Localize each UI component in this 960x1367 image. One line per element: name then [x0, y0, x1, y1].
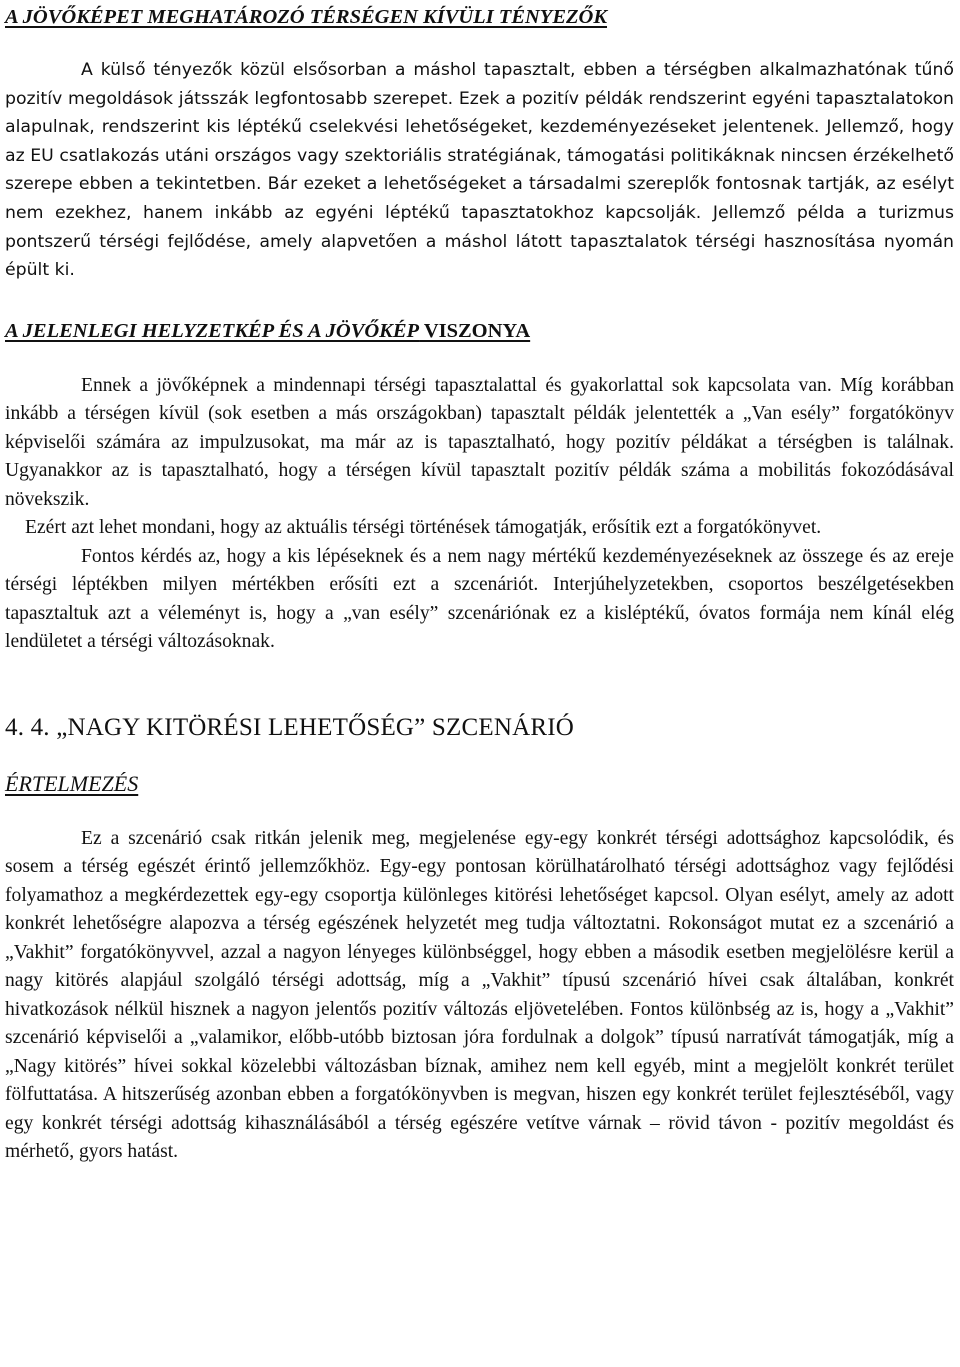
paragraph-interpretation: Ez a szcenárió csak ritkán jelenik meg, megjelenése egy-egy konkrét térségi adottsághoz kapcsolódik, és sosem a térség egészét érintő jellemzőkhöz. Egy-egy pontosan körülhatárolható térségi adottsághoz vagy fejlődési folyamathoz a megkérdezettek egy-egy csoportja különleges kitörési lehetőséget kapcsol. Olyan esélyt, amely az adott konkrét lehetőségre alapozva a térség egészének helyzetét meg tudja változtatni. Rokonságot mutat ez a szcenárió a „Vakhit” forgatókönyvvel, azzal a nagyon lényeges különbséggel, hogy ebben a második esetben megjelölésre kerül a nagy kitörés alapjául szolgáló térségi adottság, míg a „Vakhit” típusú szcenárió hívei csak általában, konkrét hivatkozások nélkül hisznek a nagyon jelentős pozitív változás eljövetelében. Fontos különbség az is, hogy a „Vakhit” szcenárió képviselői a „valamikor, előbb-utóbb biztosan jóra fordulnak a dolgok” típusú narratívát támogatják, míg a „Nagy kitörés” hívei sokkal közelebbi változásban bíznak, amihez nem kell egyéb, mint a megjelölt konkrét terület fölfuttatása. A hitszerűség azonban ebben a forgatókönyvben is megvan, hiszen egy konkrét terület fejlesztéséből, vagy egy konkrét térségi adottság kihasználásából a térség egészére vetítve várnak – rövid távon - pozitív megoldást és mérhető, gyors hatást. — [5, 827, 954, 1163]
subheading-interpretation: ÉRTELMEZÉS — [5, 770, 139, 796]
section-heading-external-factors: A JÖVŐKÉPET MEGHATÁROZÓ TÉRSÉGEN KÍVÜLI TÉNYEZŐK — [5, 6, 608, 28]
heading-italic-part: A JELENLEGI HELYZETKÉP ÉS A JÖVŐKÉP — [5, 319, 420, 342]
paragraph-current-3: Fontos kérdés az, hogy a kis lépéseknek és a nem nagy mértékű kezdeményezéseknek az összege és az ereje térségi léptékben milyen mértékben erősíti ezt a szcenáriót. Interjúhelyzetekben, csoportos beszélgetésekben tapasztaltuk azt a véleményt is, hogy a „van esély” szcenáriónak ez a kisléptékű, óvatos formája nem kínál elég lendületet a térségi változásoknak. — [5, 545, 954, 653]
section-body-external-factors — [5, 56, 954, 285]
chapter-heading-big-breakthrough: 4. 4. „NAGY KITÖRÉSI LEHETŐSÉG” SZCENÁRIÓ — [5, 713, 575, 741]
paragraph-current-2: Ezért azt lehet mondani, hogy az aktuális térségi történések támogatják, erősítik ezt a forgatókönyvet. — [25, 517, 822, 539]
paragraph-external-factors: A külső tényezők közül elsősorban a máshol tapasztalt, ebben a térségben alkalmazhatónak tűnő pozitív megoldások játsszák legfontosabb szerepet. Ezek a pozitív példák rendszerint egyéni tapasztalatokon alapulnak, rendszerint kis léptékű cselekvési lehetőségeket, kezdeményezéseket jelentenek. Jellemző, hogy az EU csatlakozás utáni országos vagy szektoriális stratégiának, támogatási politikáknak nincsen érzékelhető szerepe ebben a tekintetben. Bár ezeket a lehetőségeket a társadalmi szereplők fontosnak tartják, az esélyt nem ezekhez, hanem inkább az egyéni léptékű tapasztatokhoz kapcsolják. Jellemző példa a turizmus pontszerű térségi fejlődése, amely alapvetően a máshol látott tapasztalatok térségi hasznosítása nyomán épült ki. — [5, 60, 954, 281]
paragraph-current-1: Ennek a jövőképnek a mindennapi térségi tapasztalattal és gyakorlattal sok kapcsolata van. Míg korábban inkább a térségen kívül (sok esetben a más országokban) tapasztalt példák jelentették a „Van esély” forgatókönyv képviselői számára az impulzusokat, ma már az is tapasztalható, hogy pozitív példákat a térségben is találnak. Ugyanakkor az is tapasztalható, hogy a térségen kívül tapasztalt pozitív példák száma a mobilitás fokozódásával növekszik. — [5, 374, 954, 510]
heading-regular-part: VISZONYA — [419, 319, 531, 342]
section-heading-current-vs-vision — [5, 316, 954, 346]
